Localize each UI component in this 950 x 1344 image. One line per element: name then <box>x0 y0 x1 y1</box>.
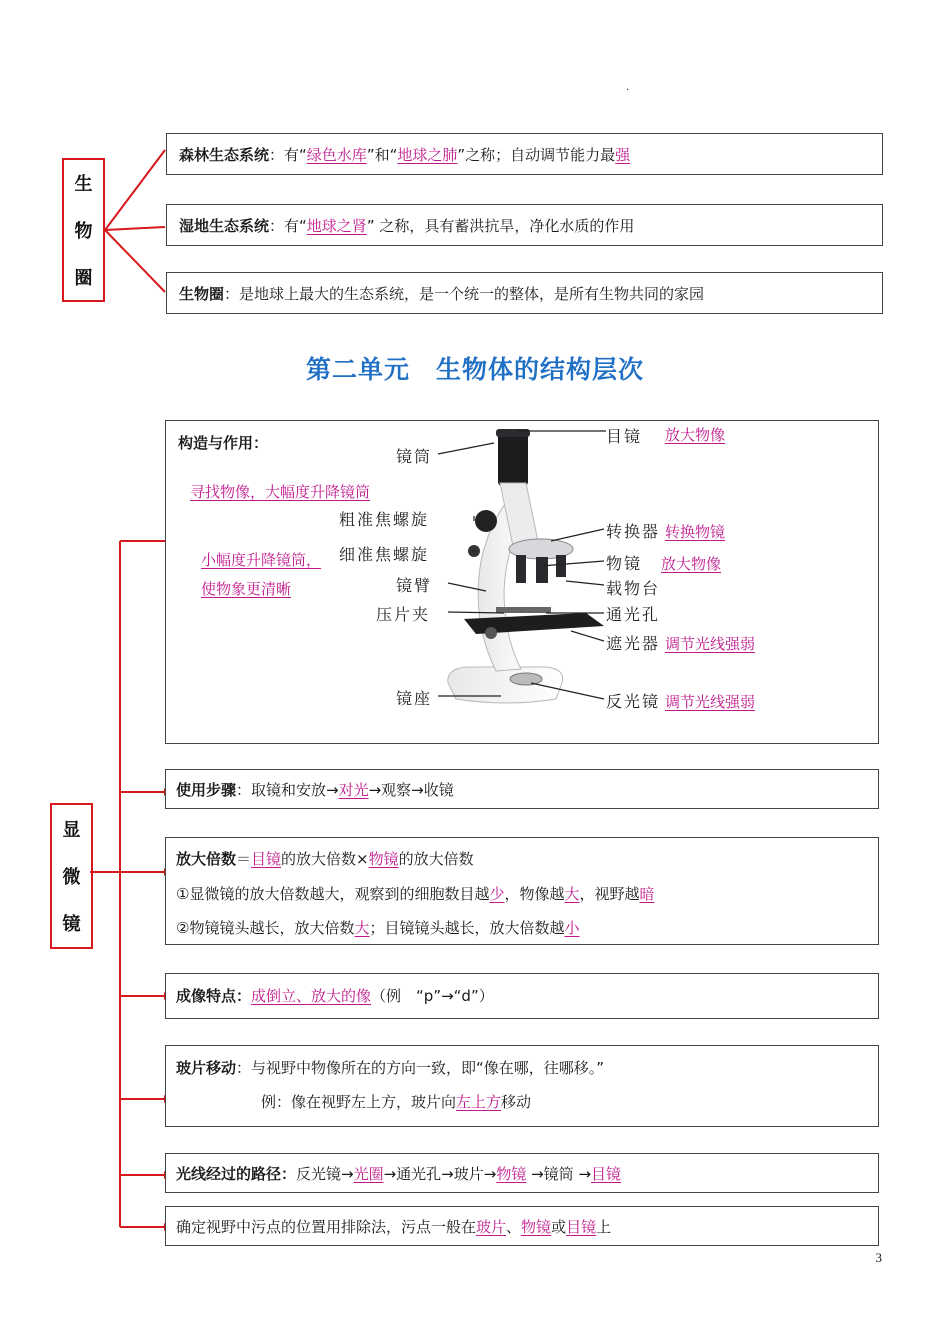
part-aperture: 通光孔 <box>606 605 661 624</box>
diaphragm-function: 调节光线强弱 <box>665 635 756 653</box>
text: ”和“ <box>366 146 398 164</box>
term: 玻片移动 <box>176 1059 237 1077</box>
part-arm: 镜臂 <box>396 576 433 595</box>
text: 移动 <box>501 1093 532 1111</box>
text: ：有“ <box>269 217 307 235</box>
term: 森林生态系统 <box>179 146 270 164</box>
text: 的放大倍数× <box>281 850 369 868</box>
biosphere-box <box>166 272 883 314</box>
keyword: 强 <box>615 146 631 164</box>
imaging-box <box>165 973 879 1019</box>
magnification-box <box>165 837 879 945</box>
term: 成像特点： <box>176 987 252 1005</box>
text: ；目镜镜头越长，放大倍数越 <box>369 919 565 937</box>
text: ：取镜和安放→ <box>236 781 339 799</box>
text: 上 <box>596 1218 612 1236</box>
text: ”之称；自动调节能力最 <box>457 146 616 164</box>
term: 生物圈 <box>179 285 225 303</box>
label-char: 物 <box>74 220 93 242</box>
text: ，视野越 <box>579 885 640 903</box>
term: 使用步骤 <box>176 781 237 799</box>
stain-location-box <box>165 1206 879 1246</box>
keyword: 光圈 <box>353 1165 384 1183</box>
text: 、 <box>506 1218 522 1236</box>
keyword: 目镜 <box>251 850 282 868</box>
keyword: 少 <box>489 885 505 903</box>
biosphere-label <box>62 158 105 302</box>
converter-function: 转换物镜 <box>665 523 726 541</box>
coarse-focus-function: 寻找物像，大幅度升降镜筒 <box>190 483 371 501</box>
part-objective: 物镜 <box>606 554 643 573</box>
forest-ecosystem-box <box>166 133 883 175</box>
part-tube: 镜筒 <box>396 447 433 466</box>
text: ＝ <box>236 850 252 868</box>
part-base: 镜座 <box>396 689 433 708</box>
slide-movement-box <box>165 1045 879 1127</box>
text: →观察→收镜 <box>368 781 454 799</box>
text: ，物像越 <box>504 885 565 903</box>
term: 光线经过的路径： <box>176 1165 297 1183</box>
label-char: 显 <box>62 819 81 841</box>
usage-steps-box <box>165 769 879 809</box>
keyword: 绿色水库 <box>306 146 367 164</box>
keyword: 大 <box>564 885 580 903</box>
term: 湿地生态系统 <box>179 217 270 235</box>
structure-box <box>165 420 879 744</box>
part-clip: 压片夹 <box>376 605 431 624</box>
text: ：有“ <box>269 146 307 164</box>
text: 确定视野中污点的位置用排除法，污点一般在 <box>176 1218 477 1236</box>
part-diaphragm: 遮光器 <box>606 634 661 653</box>
text: ①显微镜的放大倍数越大，观察到的细胞数目越 <box>176 885 490 903</box>
text: 的放大倍数 <box>398 850 474 868</box>
unit-title: 第二单元 生物体的结构层次 <box>305 355 644 384</box>
structure-heading: 构造与作用： <box>178 434 269 452</box>
keyword: 目镜 <box>591 1165 622 1183</box>
label-char: 圈 <box>74 267 93 289</box>
fine-focus-function-2: 使物象更清晰 <box>201 580 292 598</box>
label-char: 镜 <box>62 914 81 936</box>
page-number: 3 <box>875 1250 882 1265</box>
keyword: 地球之肺 <box>397 146 458 164</box>
text: ：是地球上最大的生态系统，是一个统一的整体，是所有生物共同的家园 <box>224 285 705 303</box>
keyword: 成倒立、放大的像 <box>251 987 372 1005</box>
eyepiece-function: 放大物像 <box>665 426 726 444</box>
text: 例：像在视野左上方，玻片向 <box>261 1093 457 1111</box>
keyword: 物镜 <box>521 1218 552 1236</box>
leader-lines-right <box>506 421 616 721</box>
part-converter: 转换器 <box>606 522 661 541</box>
label-char: 生 <box>74 174 93 196</box>
fine-focus-function-1: 小幅度升降镜筒， <box>201 551 322 569</box>
mirror-function: 调节光线强弱 <box>665 693 756 711</box>
top-dot: . <box>626 82 630 93</box>
keyword: 左上方 <box>456 1093 502 1111</box>
wetland-ecosystem-box <box>166 204 883 246</box>
keyword: 玻片 <box>476 1218 507 1236</box>
keyword: 对光 <box>338 781 369 799</box>
keyword: 地球之肾 <box>306 217 367 235</box>
keyword: 物镜 <box>496 1165 527 1183</box>
text: ” 之称，具有蓄洪抗旱，净化水质的作用 <box>366 217 635 235</box>
keyword: 暗 <box>639 885 655 903</box>
objective-function: 放大物像 <box>661 555 722 573</box>
text: ②物镜镜头越长，放大倍数 <box>176 919 355 937</box>
keyword: 小 <box>564 919 580 937</box>
part-stage: 载物台 <box>606 579 661 598</box>
text: →通光孔→玻片→ <box>383 1165 497 1183</box>
text: 或 <box>551 1218 567 1236</box>
part-coarse-focus: 粗准焦螺旋 <box>339 510 430 529</box>
part-mirror: 反光镜 <box>606 692 661 711</box>
biosphere-bracket <box>100 140 170 300</box>
text: →镜筒 → <box>526 1165 592 1183</box>
light-path-box <box>165 1153 879 1193</box>
term: 放大倍数 <box>176 850 237 868</box>
part-eyepiece: 目镜 <box>606 427 643 446</box>
keyword: 物镜 <box>368 850 399 868</box>
keyword: 目镜 <box>566 1218 597 1236</box>
text: （例 “p”→“d”） <box>371 987 494 1005</box>
label-char: 微 <box>62 866 81 888</box>
microscope-bracket <box>90 535 170 1235</box>
part-fine-focus: 细准焦螺旋 <box>339 545 430 564</box>
microscope-label <box>50 803 93 949</box>
text: 反光镜→ <box>296 1165 354 1183</box>
text: ：与视野中物像所在的方向一致，即“像在哪，往哪移。” <box>236 1059 605 1077</box>
keyword: 大 <box>354 919 370 937</box>
